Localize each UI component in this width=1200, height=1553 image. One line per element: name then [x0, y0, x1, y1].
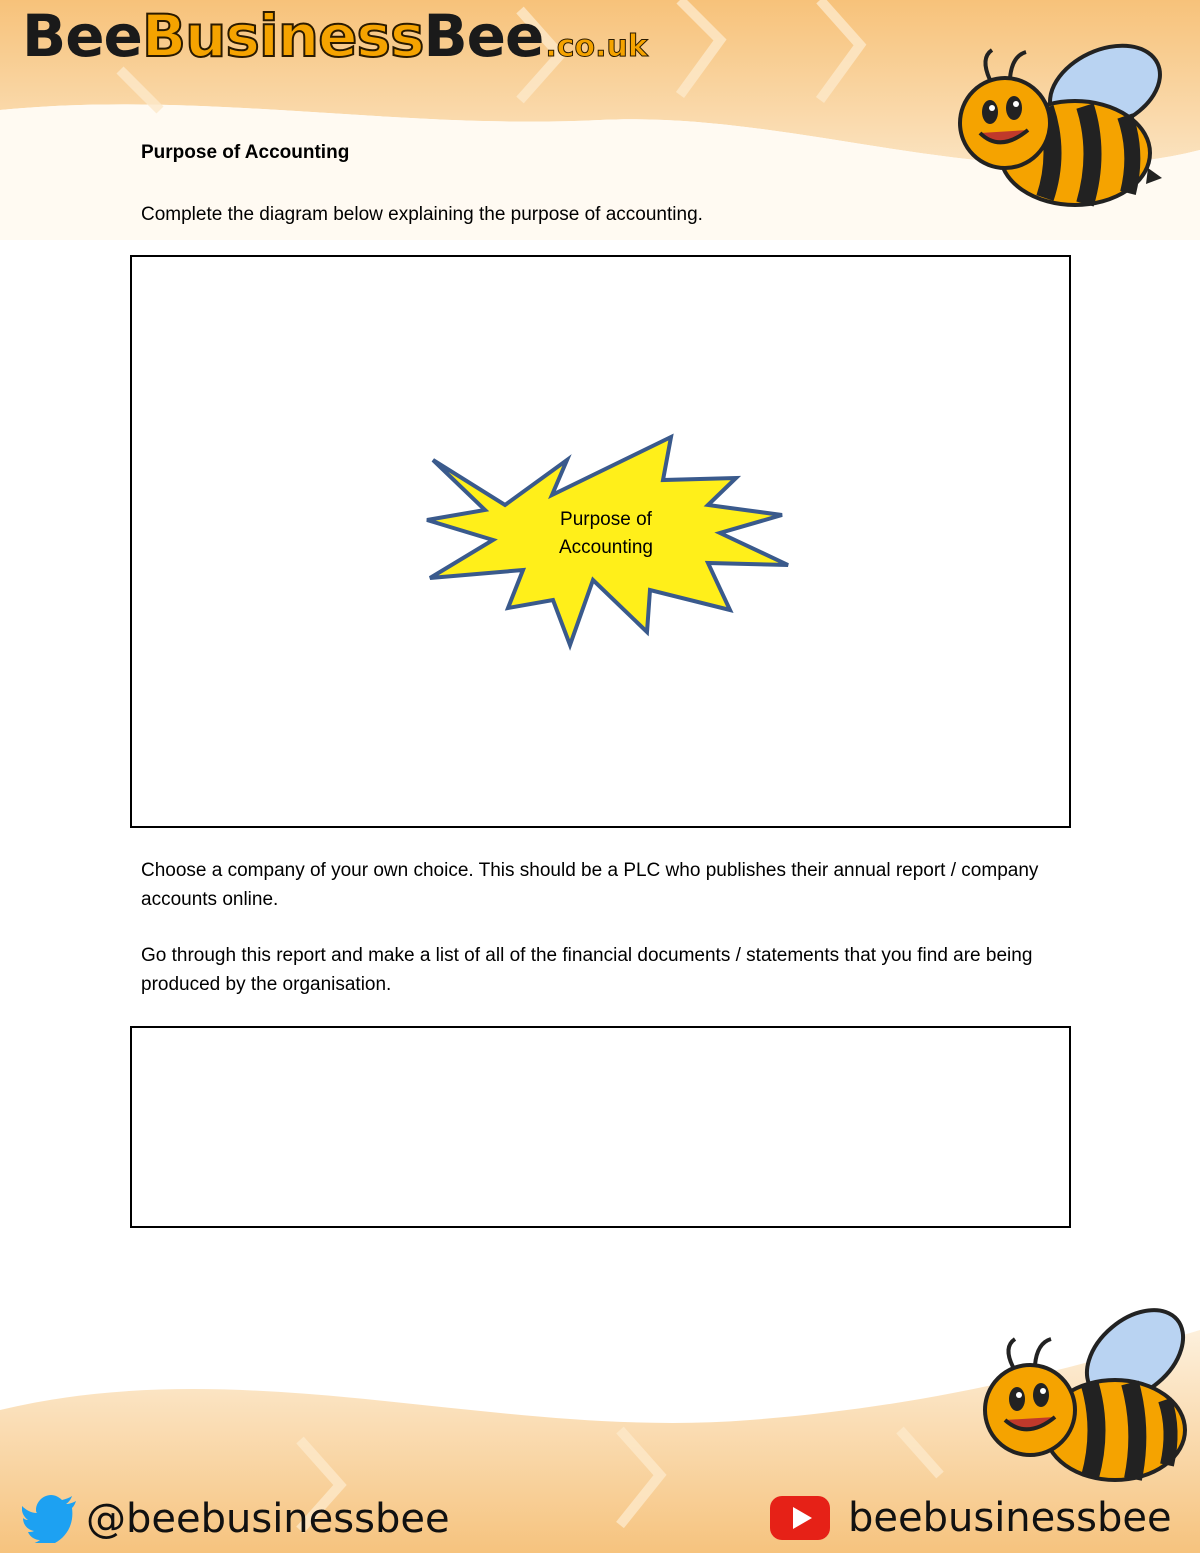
youtube-link[interactable]: [770, 1495, 1172, 1541]
bee-mascot-icon: [950, 28, 1200, 208]
page-title: Purpose of Accounting: [141, 142, 350, 163]
youtube-handle[interactable]: beebusinessbee: [848, 1495, 1172, 1541]
twitter-bird-icon: [22, 1495, 78, 1543]
twitter-link[interactable]: [22, 1495, 450, 1543]
site-logo: [22, 2, 648, 82]
logo-text-bee: Bee: [22, 2, 142, 70]
logo-text-business: Business: [141, 2, 424, 70]
youtube-play-icon: [770, 1496, 830, 1540]
twitter-handle[interactable]: @beebusinessbee: [86, 1496, 450, 1542]
starburst-label-line-1: Purpose of: [560, 509, 652, 530]
logo-text-bee-2: Bee: [423, 2, 544, 70]
diagram-instruction: Complete the diagram below explaining the purpose of accounting.: [141, 204, 703, 225]
documents-answer-box[interactable]: [130, 1026, 1071, 1228]
bee-mascot-bottom-icon: [975, 1305, 1200, 1485]
company-instruction: Choose a company of your own choice. This should be a PLC who publishes their annual report / company accounts online.: [141, 860, 1039, 910]
starburst-label-line-2: Accounting: [558, 537, 653, 558]
starburst-label: [536, 506, 676, 562]
logo-text-domain: .co.uk: [545, 29, 648, 64]
report-instruction: Go through this report and make a list of all of the financial documents / statements that you find are being produced by the organisation.: [141, 945, 1033, 995]
